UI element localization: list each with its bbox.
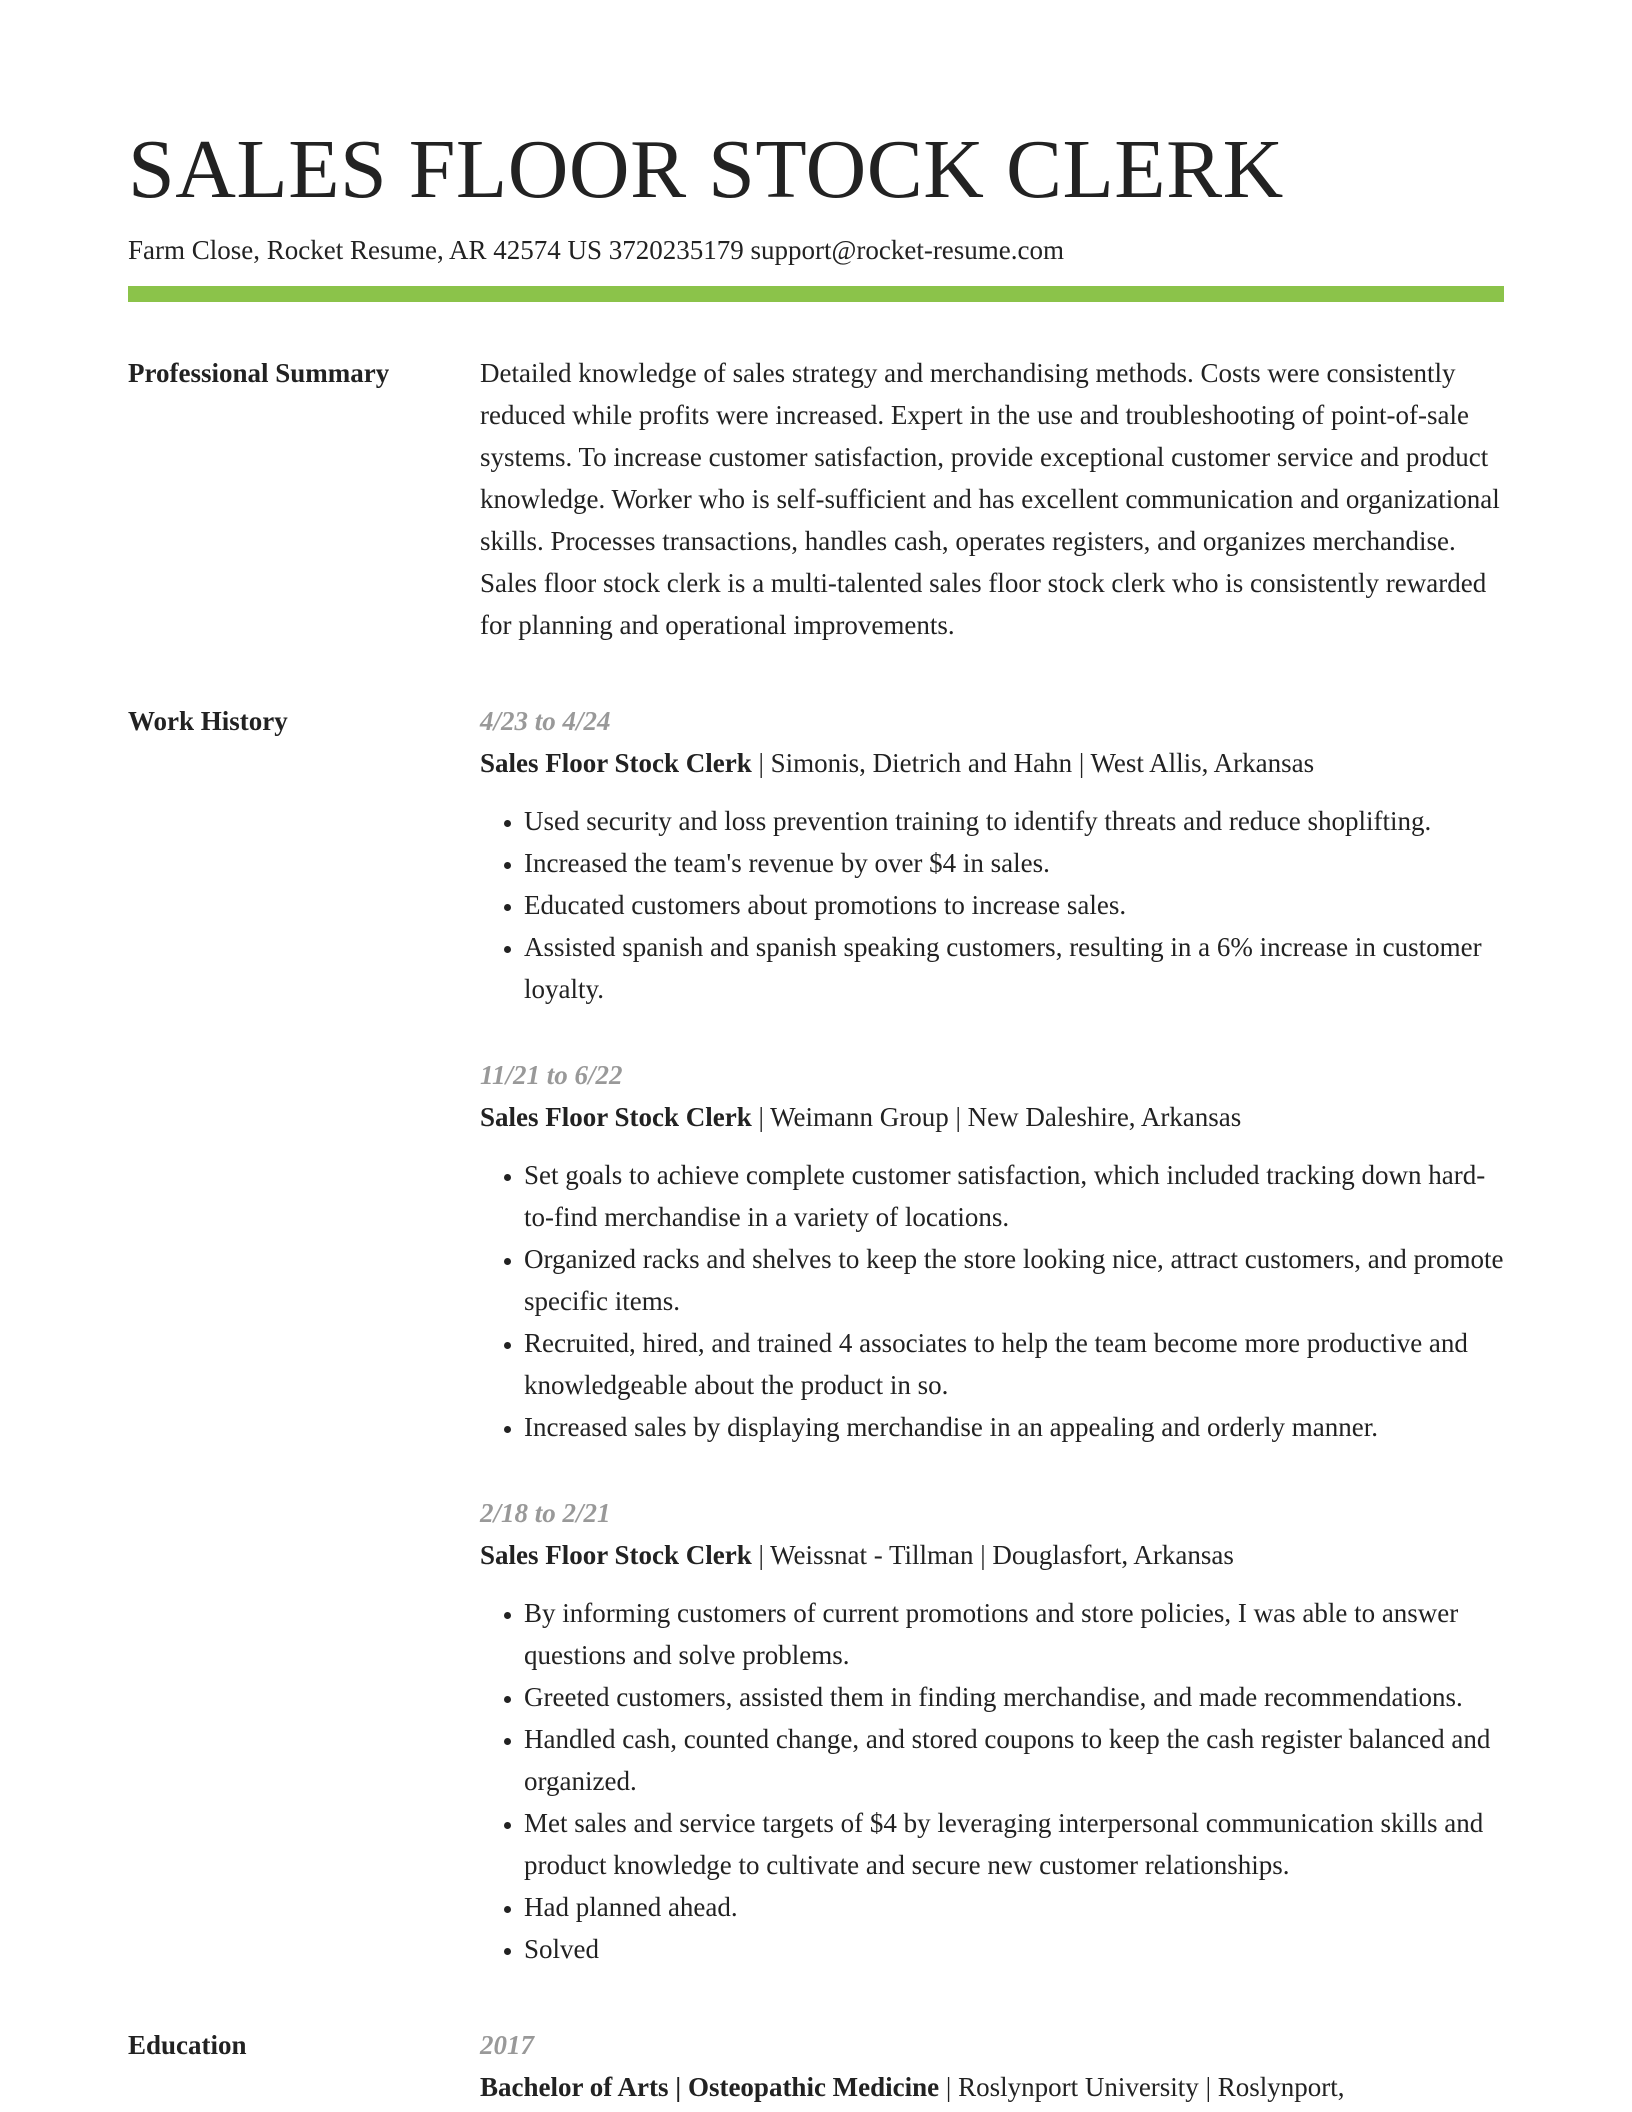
job-title-line <box>480 1096 1504 1138</box>
header-divider <box>128 286 1504 302</box>
section-label-work-history: Work History <box>128 706 288 736</box>
job-location: New Daleshire, Arkansas <box>967 1102 1242 1132</box>
job-bullet: • Educated customers about promotions to increase sales. <box>524 884 1504 926</box>
job-entry <box>480 700 1504 1010</box>
resume-page <box>128 118 1504 2108</box>
job-dates: 2/18 to 2/21 <box>480 1498 611 1528</box>
job-location: West Allis, Arkansas <box>1090 748 1315 778</box>
education-school: Roslynport University <box>958 2072 1199 2102</box>
job-title-line <box>480 742 1504 784</box>
job-list <box>480 700 1504 1970</box>
job-bullet: • Used security and loss prevention training to identify threats and reduce shoplifting. <box>524 800 1504 842</box>
job-bullet: • Solved <box>524 1928 1504 1970</box>
job-entry <box>480 1492 1504 1970</box>
separator <box>752 748 771 778</box>
section-label-education: Education <box>128 2030 247 2060</box>
separator <box>668 2072 687 2102</box>
separator <box>949 1102 968 1132</box>
job-bullet: • Recruited, hired, and trained 4 associates to help the team become more productive and knowledgeable about the product in so. <box>524 1322 1504 1406</box>
education-year: 2017 <box>480 2030 534 2060</box>
job-bullet: • Greeted customers, assisted them in finding merchandise, and made recommendations. <box>524 1676 1504 1718</box>
education-degree: Bachelor of Arts <box>480 2072 669 2102</box>
separator <box>939 2072 958 2102</box>
education-section <box>128 2024 1504 2108</box>
job-bullet: • Increased the team's revenue by over $4 in sales. <box>524 842 1504 884</box>
separator <box>1199 2072 1218 2102</box>
job-entry <box>480 1054 1504 1448</box>
job-bullet: • Had planned ahead. <box>524 1886 1504 1928</box>
job-bullet: • Met sales and service targets of $4 by leveraging interpersonal communication skills and product knowledge to cultivate and secure new customer relationships. <box>524 1802 1504 1886</box>
job-title: Sales Floor Stock Clerk <box>480 1540 752 1570</box>
job-bullet: • Assisted spanish and spanish speaking customers, resulting in a 6% increase in customer loyalty. <box>524 926 1504 1010</box>
separator <box>1072 748 1090 778</box>
job-company: Weissnat - Tillman <box>770 1540 974 1570</box>
contact-email[interactable]: support@rocket-resume.com <box>750 235 1065 265</box>
job-bullet: • Increased sales by displaying merchandise in an appealing and orderly manner. <box>524 1406 1504 1448</box>
section-label-summary: Professional Summary <box>128 358 390 388</box>
resume-title: SALES FLOOR STOCK CLERK <box>128 123 1284 216</box>
separator <box>752 1102 770 1132</box>
contact-address: Farm Close, Rocket Resume, AR 42574 US <box>128 235 602 265</box>
contact-phone: 3720235179 <box>608 235 744 265</box>
separator <box>752 1540 770 1570</box>
professional-summary-section <box>128 352 1504 646</box>
job-dates: 11/21 to 6/22 <box>480 1060 623 1090</box>
education-field: Osteopathic Medicine <box>687 2072 940 2102</box>
job-title: Sales Floor Stock Clerk <box>480 1102 752 1132</box>
job-company: Weimann Group <box>770 1102 949 1132</box>
job-bullets <box>480 1592 1504 1970</box>
job-bullet: • By informing customers of current promotions and store policies, I was able to answer questions and solve problems. <box>524 1592 1504 1676</box>
job-bullet: • Handled cash, counted change, and stored coupons to keep the cash register balanced and organized. <box>524 1718 1504 1802</box>
work-history-section <box>128 700 1504 1970</box>
summary-text: Detailed knowledge of sales strategy and merchandising methods. Costs were consistently reduced while profits were increased. Expert in the use and troubleshooting of point-of-sale systems. To increase customer satisfaction, provide exceptional customer service and product knowledge. Worker who is self-sufficient and has excellent communication and organizational skills. Processes transactions, handles cash, operates registers, and organizes merchandise. Sales floor stock clerk is a multi-talented sales floor stock clerk who is consistently rewarded for planning and operational improvements. <box>480 358 1500 640</box>
job-title: Sales Floor Stock Clerk <box>480 748 752 778</box>
job-bullets <box>480 800 1504 1010</box>
job-bullets <box>480 1154 1504 1448</box>
contact-line <box>128 232 1504 268</box>
job-company: Simonis, Dietrich and Hahn <box>770 748 1073 778</box>
job-bullet: • Set goals to achieve complete customer satisfaction, which included tracking down hard-to-find merchandise in a variety of locations. <box>524 1154 1504 1238</box>
education-location: Roslynport, <box>1217 2072 1345 2102</box>
separator <box>974 1540 993 1570</box>
education-line <box>480 2066 1504 2108</box>
job-dates: 4/23 to 4/24 <box>480 706 611 736</box>
job-title-line <box>480 1534 1504 1576</box>
job-bullet: • Organized racks and shelves to keep the store looking nice, attract customers, and promote specific items. <box>524 1238 1504 1322</box>
job-location: Douglasfort, Arkansas <box>992 1540 1234 1570</box>
